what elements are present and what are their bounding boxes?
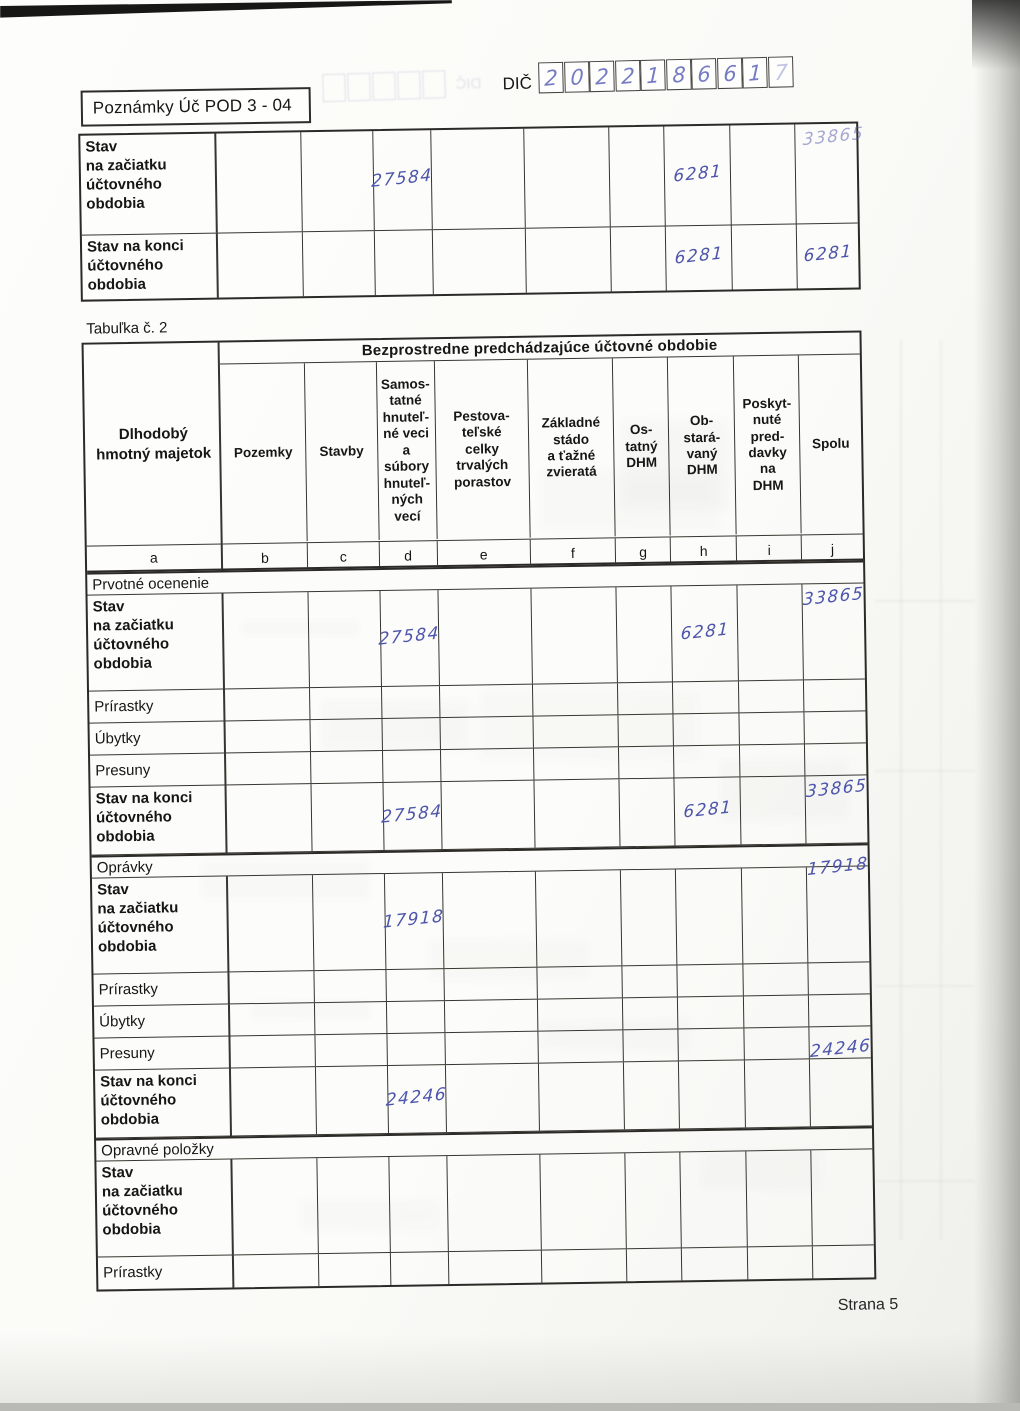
- handwritten-value: 6281: [672, 160, 723, 187]
- data-cell: [542, 1249, 628, 1282]
- data-cell: [386, 1001, 445, 1033]
- section-title: Prvotné ocenenie: [92, 574, 210, 594]
- data-cell: [806, 775, 868, 843]
- column-letter-cell: j: [830, 540, 835, 557]
- ghost-dic-box: [422, 70, 446, 99]
- ghost-dic-box: [397, 71, 421, 100]
- data-cell: [228, 875, 315, 971]
- data-cell: [230, 1003, 316, 1035]
- section-title: Oprávky: [96, 858, 153, 877]
- handwritten-value: 24246: [385, 1083, 448, 1111]
- table-2: [82, 330, 877, 1291]
- header-right-block: [219, 332, 862, 543]
- data-cell: [617, 586, 674, 682]
- data-cell: [318, 1157, 391, 1253]
- dic-digit: 0: [569, 64, 584, 90]
- data-cell: [674, 713, 740, 745]
- dic-digit-box: [640, 59, 666, 91]
- data-cell: [445, 1000, 539, 1032]
- data-cell: [534, 779, 620, 847]
- dic-boxes: [538, 56, 794, 93]
- handwritten-value: 17918: [806, 853, 869, 881]
- data-cell: [738, 584, 805, 680]
- continuation-table: [78, 121, 865, 301]
- data-cell: [374, 230, 433, 295]
- data-cell: [526, 227, 612, 292]
- data-cell: [226, 752, 312, 784]
- data-cell: [805, 711, 866, 743]
- data-cell: [441, 749, 535, 781]
- data-cell: [747, 1150, 814, 1246]
- data-cell: [316, 1034, 388, 1066]
- data-cell: [739, 680, 805, 712]
- data-cell: [225, 720, 311, 752]
- handwritten-value: 33865: [802, 123, 865, 151]
- dic-digit-box: [538, 62, 564, 94]
- row-label-cell: Prírastky: [93, 972, 229, 1005]
- data-cell: [536, 870, 623, 966]
- column-header-cell: Poskyt- nuté pred- davky na DHM: [734, 355, 802, 534]
- column-letter-cell: e: [437, 540, 530, 565]
- dic-digit-box: [589, 61, 615, 93]
- data-cell: [443, 872, 538, 968]
- column-letter-cell: d: [379, 541, 438, 566]
- row-label-cell: Stav na začiatku účtovného obdobia: [92, 876, 229, 973]
- data-cell: [623, 965, 679, 997]
- ghost-dic-box: [347, 73, 371, 102]
- data-cell: [533, 683, 619, 715]
- data-cell: [380, 590, 440, 686]
- data-cell: [315, 970, 387, 1002]
- dic-label: DIČ: [502, 73, 533, 93]
- data-cell: [732, 224, 798, 289]
- dic-digit: 2: [544, 64, 559, 91]
- data-cell: [679, 1028, 745, 1060]
- column-header-cell: Stavby: [305, 362, 379, 541]
- data-cell: [311, 719, 383, 751]
- row-label-cell: Stav na začiatku účtovného obdobia: [96, 1159, 233, 1256]
- dic-field: [502, 56, 794, 94]
- form-title: Poznámky Úč POD 3 - 04: [92, 95, 293, 118]
- span-header: Bezprostredne predchádzajúce účtovné obdobie: [219, 332, 859, 364]
- data-cell: [225, 688, 311, 720]
- dic-digit: 6: [722, 60, 737, 86]
- dic-digit-box: [666, 59, 692, 91]
- data-cell: [805, 743, 866, 775]
- data-cell: [387, 1065, 446, 1133]
- data-cell: [319, 1253, 391, 1286]
- data-cell: [618, 682, 674, 714]
- row-label-cell: Úbytky: [94, 1004, 230, 1037]
- data-cell: [540, 1153, 627, 1249]
- handwritten-value: 6281: [680, 618, 730, 645]
- column-letter-cell: b: [223, 543, 309, 568]
- table-row: [92, 853, 869, 974]
- data-cell: [524, 127, 611, 227]
- column-header-cell: Pestova- teľské celky trvalých porastov: [435, 360, 531, 539]
- dic-digit-box: [564, 61, 590, 93]
- row-label-cell: Stav na začiatku účtovného obdobia: [88, 594, 225, 691]
- dic-digit: 1: [748, 59, 763, 86]
- data-cell: [675, 777, 742, 845]
- data-cell: [218, 232, 304, 297]
- dic-digit-box: [717, 57, 743, 89]
- data-cell: [441, 781, 535, 849]
- section-title: Opravné položky: [101, 1140, 214, 1159]
- data-cell: [538, 1030, 624, 1062]
- data-cell: [624, 1029, 680, 1061]
- data-cell: [673, 681, 739, 713]
- data-cell: [745, 1059, 811, 1127]
- data-cell: [611, 227, 667, 292]
- data-cell: [390, 1252, 449, 1285]
- data-cell: [447, 1155, 542, 1251]
- data-cell: [234, 1254, 320, 1287]
- data-cell: [433, 229, 527, 294]
- data-cell: [444, 968, 538, 1000]
- data-cell: [449, 1251, 543, 1284]
- handwritten-value: 6281: [682, 796, 733, 823]
- data-cell: [232, 1158, 319, 1254]
- corner-header-cell: Dlhodobý hmotný majetok: [84, 343, 223, 546]
- data-cell: [812, 1149, 874, 1245]
- column-letter-cell: f: [531, 538, 617, 563]
- data-cell: [539, 1062, 625, 1130]
- data-cell: [804, 679, 865, 711]
- data-cell: [681, 1151, 748, 1247]
- data-cell: [740, 712, 806, 744]
- data-cell: [303, 231, 375, 296]
- data-cell: [741, 776, 807, 844]
- handwritten-value: 24246: [809, 1035, 872, 1063]
- data-cell: [809, 962, 870, 994]
- form-title-box: [81, 87, 312, 127]
- data-cell: [382, 686, 441, 718]
- column-header-cell: Spolu: [811, 435, 850, 452]
- row-label-cell: Presuny: [94, 1036, 230, 1069]
- handwritten-value: 33865: [805, 775, 868, 803]
- row-label-cell: Presuny: [90, 753, 226, 786]
- scan-bottom-shade: [0, 1333, 1020, 1403]
- row-label-cell: Stav na konci účtovného obdobia: [91, 785, 228, 854]
- data-cell: [382, 718, 441, 750]
- data-cell: [674, 745, 740, 777]
- row-label-cell: Stav na začiatku účtovného obdobia: [80, 134, 217, 235]
- data-cell: [387, 1033, 446, 1065]
- handwritten-value: 17918: [382, 905, 445, 933]
- handwritten-value: 33865: [802, 583, 865, 611]
- table-row: [88, 583, 865, 691]
- data-cell: [440, 717, 534, 749]
- data-cell: [311, 751, 383, 783]
- row-label-cell: Úbytky: [90, 721, 226, 754]
- dic-digit-box: [691, 58, 717, 90]
- data-cell: [386, 969, 445, 1001]
- data-cell: [623, 997, 679, 1029]
- table-row: [96, 1149, 873, 1257]
- data-cell: [216, 132, 303, 232]
- dic-digit: 2: [620, 63, 635, 89]
- data-cell: [223, 592, 310, 688]
- data-cell: [730, 124, 797, 224]
- column-headers-row: [220, 354, 863, 542]
- data-cell: [373, 130, 433, 230]
- handwritten-value: 27584: [381, 800, 444, 828]
- data-cell: [796, 123, 865, 224]
- data-cell: [383, 782, 442, 850]
- data-cell: [813, 1245, 874, 1278]
- column-letter-cell: g: [616, 537, 671, 562]
- data-cell: [797, 223, 859, 288]
- column-header-cell: Os- tatný DHM: [613, 357, 671, 536]
- data-cell: [389, 1156, 449, 1252]
- data-cell: [619, 714, 675, 746]
- data-cell: [809, 994, 870, 1026]
- data-cell: [315, 1002, 387, 1034]
- data-cell: [682, 1247, 748, 1280]
- data-cell: [431, 129, 526, 229]
- data-cell: [312, 783, 384, 851]
- data-cell: [445, 1032, 539, 1064]
- data-cell: [626, 1152, 683, 1248]
- data-cell: [231, 1067, 317, 1135]
- data-cell: [678, 996, 744, 1028]
- row-label-cell: Prírastky: [89, 689, 225, 722]
- data-cell: [309, 591, 382, 687]
- data-cell: [742, 867, 809, 963]
- data-cell: [384, 873, 444, 969]
- data-cell: [676, 868, 743, 964]
- column-header-cell: Samos- tatné hnuteľ- né veci a súbory hnuteľ- ných vecí: [376, 361, 437, 540]
- data-cell: [620, 778, 676, 846]
- column-header-cell: Základné stádo a ťažné zvieratá: [528, 358, 616, 537]
- column-header-cell: Ob- stará- vaný DHM: [668, 356, 737, 535]
- data-cell: [538, 998, 624, 1030]
- data-cell: [744, 963, 810, 995]
- dic-bleedthrough-ghost: [322, 69, 482, 102]
- dic-digit: 6: [697, 61, 712, 87]
- data-cell: [440, 685, 534, 717]
- dic-digit-box: [742, 57, 768, 89]
- table2-header: [84, 332, 863, 546]
- column-letter-cell: i: [737, 535, 803, 560]
- column-letter-cell: c: [308, 542, 380, 567]
- dic-digit: 2: [595, 63, 610, 90]
- data-cell: [438, 589, 533, 685]
- data-cell: [672, 585, 739, 681]
- page-number: Strana 5: [837, 1295, 899, 1314]
- dic-digit-box: [768, 56, 794, 88]
- data-cell: [744, 995, 810, 1027]
- data-cell: [627, 1248, 683, 1281]
- data-cell: [446, 1064, 540, 1132]
- handwritten-value: 6281: [803, 241, 853, 267]
- data-cell: [624, 1061, 680, 1129]
- table-row: [82, 223, 859, 299]
- table-row: [91, 775, 868, 855]
- ghost-dic-label: DIČ: [455, 74, 482, 93]
- data-cell: [619, 746, 675, 778]
- row-label-cell: Stav na konci účtovného obdobia: [82, 234, 219, 300]
- dic-digit: 1: [646, 62, 661, 88]
- row-label-cell: Prírastky: [98, 1255, 234, 1289]
- data-cell: [740, 744, 806, 776]
- dic-digit-box: [615, 60, 641, 92]
- data-cell: [310, 687, 382, 719]
- row-label-cell: Stav na konci účtovného obdobia: [95, 1068, 232, 1137]
- data-cell: [383, 750, 442, 782]
- data-cell: [533, 715, 619, 747]
- data-cell: [678, 964, 744, 996]
- table2-caption: Tabuľka č. 2: [86, 319, 168, 338]
- table-row: [80, 123, 865, 236]
- data-cell: [806, 853, 869, 962]
- data-cell: [803, 583, 865, 679]
- data-cell: [229, 971, 315, 1003]
- data-cell: [665, 125, 733, 225]
- dic-digit: 8: [671, 61, 686, 88]
- scan-corner-shadow: [972, 0, 1020, 70]
- data-cell: [313, 874, 386, 970]
- data-cell: [666, 225, 733, 290]
- data-cell: [748, 1246, 814, 1279]
- data-cell: [609, 127, 666, 227]
- dic-digit: 7: [773, 59, 788, 85]
- column-header-cell: Pozemky: [220, 363, 308, 542]
- data-cell: [534, 747, 620, 779]
- data-cell: [745, 1027, 811, 1059]
- data-cell: [679, 1060, 746, 1128]
- scan-edge-shadow: [974, 0, 1020, 1403]
- column-letter-cell: h: [671, 536, 737, 561]
- ghost-dic-box: [372, 72, 396, 101]
- data-cell: [531, 587, 618, 683]
- data-cell: [226, 784, 312, 852]
- ghost-dic-box: [322, 74, 346, 103]
- handwritten-value: 6281: [674, 243, 724, 269]
- data-cell: [230, 1035, 316, 1067]
- data-cell: [621, 869, 678, 965]
- handwritten-value: 27584: [378, 622, 441, 650]
- column-letter-cell: a: [87, 545, 223, 571]
- data-cell: [301, 131, 374, 231]
- data-cell: [537, 966, 623, 998]
- data-cell: [316, 1066, 388, 1134]
- data-cell: [809, 1035, 872, 1126]
- handwritten-value: 27584: [371, 164, 434, 192]
